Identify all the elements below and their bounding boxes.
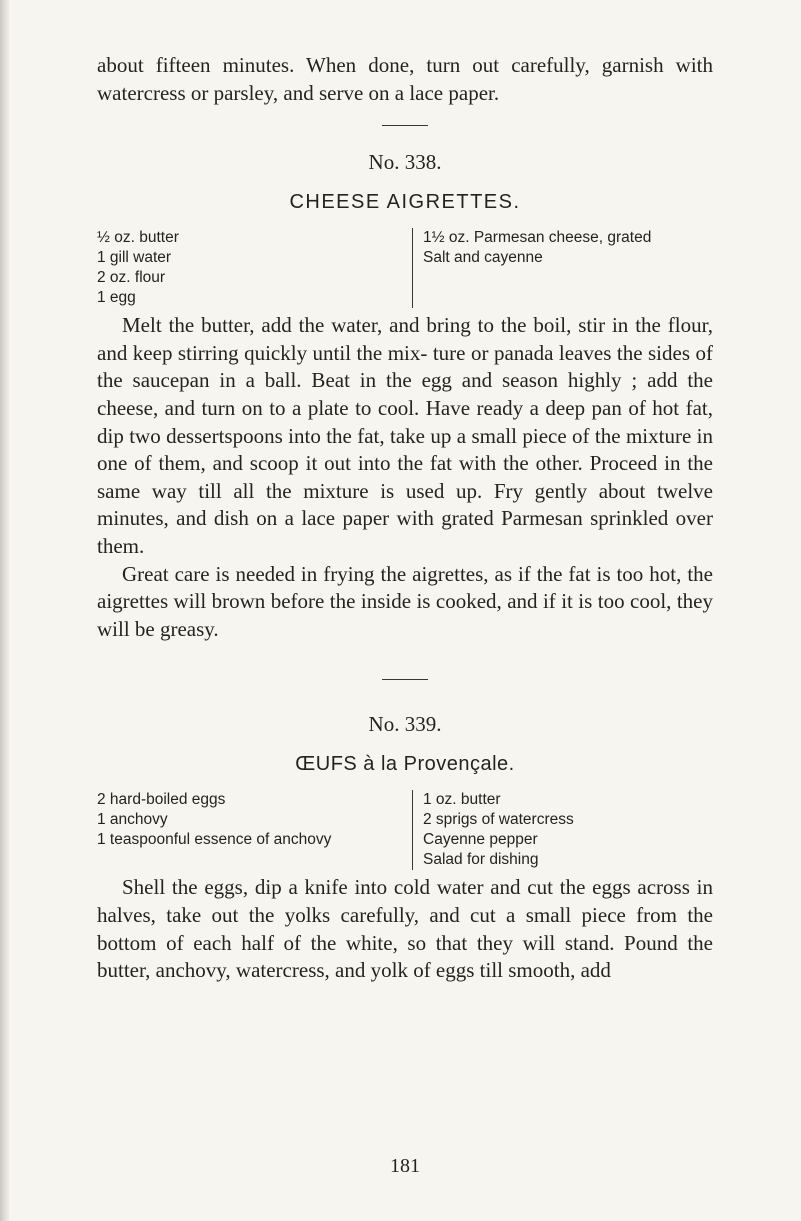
recipe-title: CHEESE AIGRETTES. <box>289 191 521 214</box>
ingredients-right-column <box>412 228 651 308</box>
ingredients-left-column <box>97 790 412 870</box>
ingredient-item: 2 sprigs of watercress <box>423 811 574 829</box>
ingredient-item: Salad for dishing <box>423 851 539 869</box>
book-page <box>97 52 713 1177</box>
ingredient-item: Cayenne pepper <box>423 831 538 849</box>
ingredient-item: 1½ oz. Parmesan cheese, grated <box>423 229 652 247</box>
recipe-338 <box>97 150 713 643</box>
section-divider <box>382 679 428 680</box>
page-edge-shadow <box>0 0 9 1221</box>
ingredient-item: 1 oz. butter <box>423 791 501 809</box>
ingredient-list <box>97 790 713 870</box>
ingredient-item: 2 hard-boiled eggs <box>97 791 226 809</box>
ingredient-list <box>97 228 713 308</box>
method-paragraph: Melt the butter, add the water, and bring to the boil, stir in the flour, and keep stirring quickly until the mix- ture or panada leaves the sides of the saucepan in a ball. Beat in the egg and season highly ; add the cheese, and turn on to a plate to cool. Have ready a deep pan of hot fat, dip two dessertspoons into the fat, take up a small piece of the mixture in one of them, and scoop it out into the fat with the other. Proceed in the same way till all the mixture is used up. Fry gently about twelve minutes, and dish on a lace paper with grated Parmesan sprinkled over them. <box>97 313 713 558</box>
method-paragraph: Shell the eggs, dip a knife into cold water and cut the eggs across in halves, take out the yolks carefully, and cut a small piece from the bottom of each half of the white, so that they will stand. Pound the butter, anchovy, watercress, and yolk of eggs till smooth, add <box>97 875 713 983</box>
ingredients-right-column <box>412 790 574 870</box>
recipe-title: ŒUFS à la Provençale. <box>295 753 515 776</box>
ingredient-item: 1 gill water <box>97 249 172 267</box>
ingredient-item: 1 teaspoonful essence of anchovy <box>97 831 332 849</box>
page-number: 181 <box>390 1155 420 1177</box>
recipe-339 <box>97 712 713 984</box>
ingredient-item: 2 oz. flour <box>97 269 166 287</box>
ingredient-item: 1 egg <box>97 289 136 307</box>
section-divider <box>382 125 428 126</box>
method-paragraph: Great care is needed in frying the aigrettes, as if the fat is too hot, the aigrettes will brown before the inside is cooked, and if it is too cool, they will be greasy. <box>97 561 713 641</box>
continuation-paragraph: about fifteen minutes. When done, turn out carefully, garnish with watercress or parsley, and serve on a lace paper. <box>97 53 713 105</box>
recipe-number: No. 338. <box>368 150 442 175</box>
ingredient-item: ½ oz. butter <box>97 229 179 247</box>
ingredient-item: 1 anchovy <box>97 811 168 829</box>
recipe-number: No. 339. <box>368 712 442 737</box>
ingredients-left-column <box>97 228 412 308</box>
ingredient-item: Salt and cayenne <box>423 249 543 267</box>
